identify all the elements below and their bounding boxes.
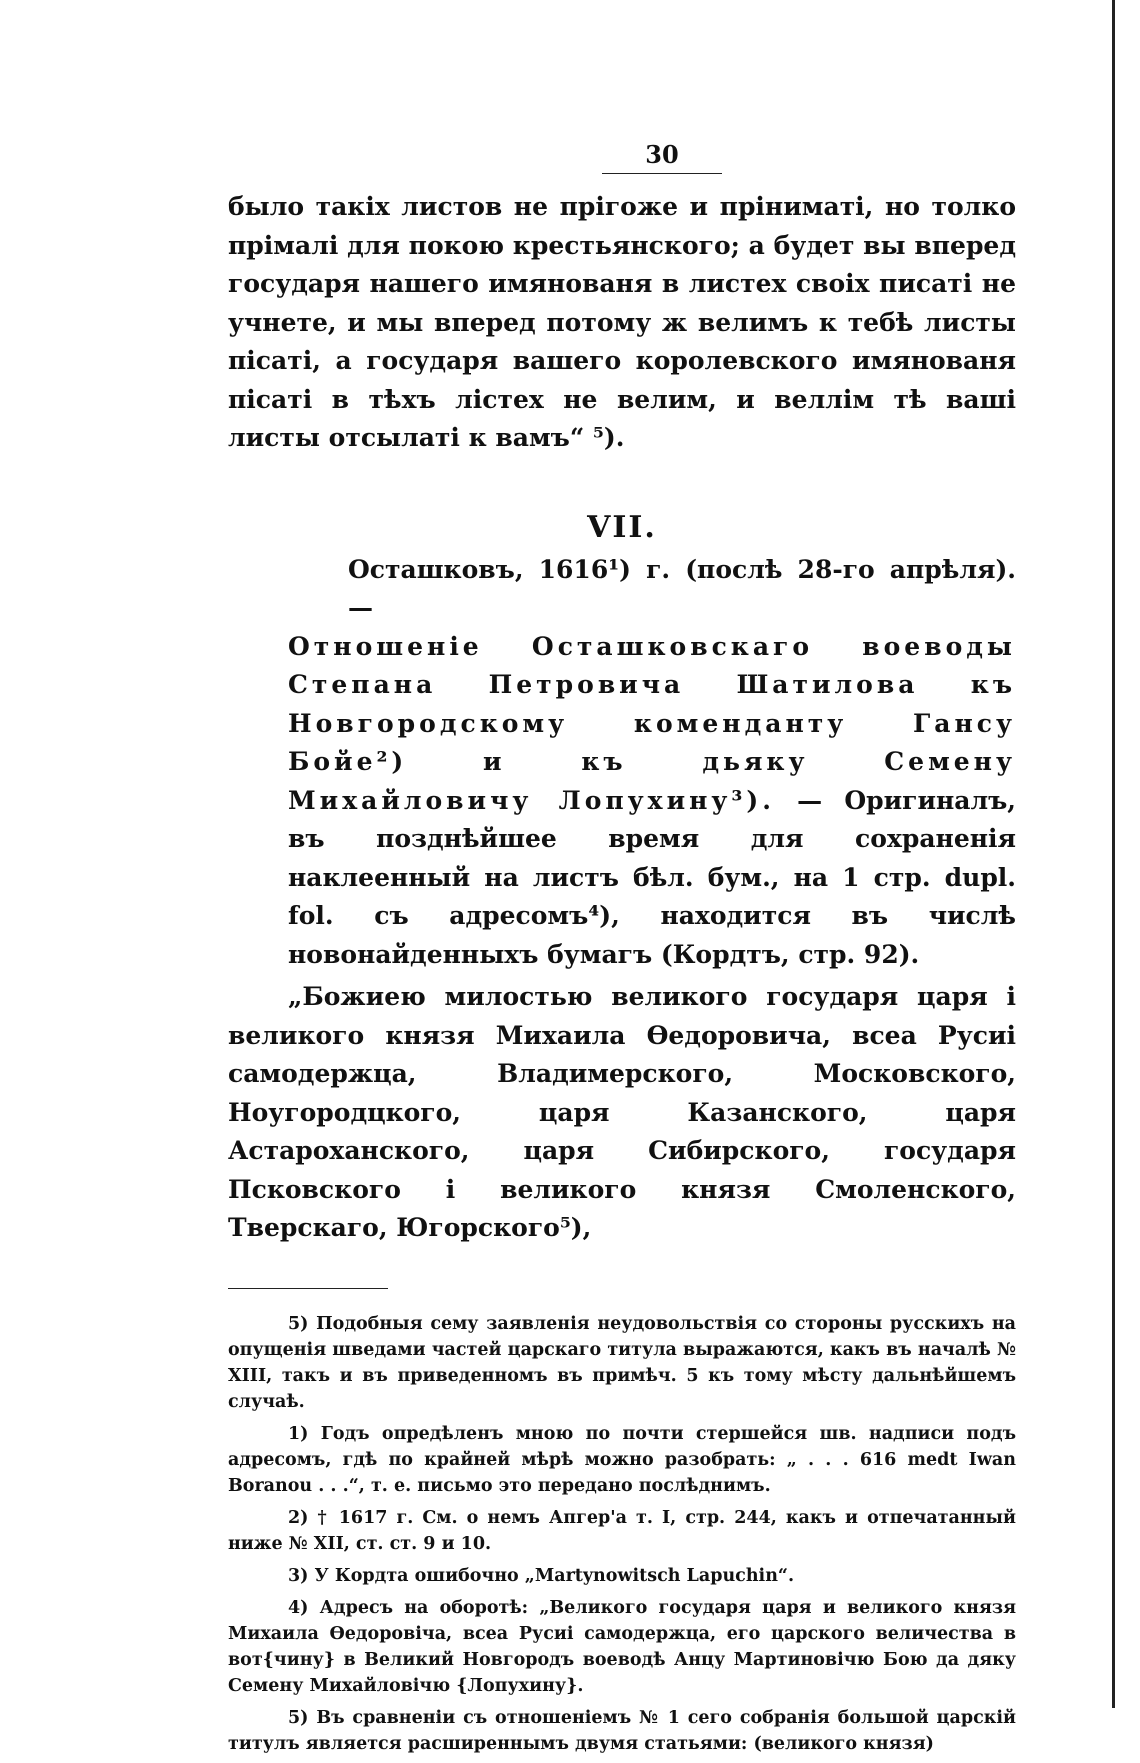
book-page [228,140,1016,1763]
heading-first-line: Осташковъ, 1616¹) г. (послѣ 28-го апрѣля). — [348,554,1016,622]
quote-paragraph: „Божиею милостью великого государя царя і великого князя Михаила Өедоровича, всеа Русиі самодержца, Владимерского, Московского, Ноугородцкого, царя Казанского, царя Астароханского, царя Сибирского, государя Псковского і великого князя Смоленского, Тверскаго, Югорского⁵), [228,982,1016,1242]
heading-body [228,628,1016,975]
section-number: VII. [587,509,657,545]
footnote-divider [228,1288,388,1289]
footnote: 4) Адресъ на оборотѣ: „Великого государя царя и великого князя Михаила Өедоровіча, всеа Русиі самодержца, его царского величества в вот{чину} в Великий Новгородъ воеводѣ Анцу Мартиновічю Бою да дяку Семену Михайловічю {Лопухину}. [228,1597,1016,1696]
footnote: 3) У Кордта ошибочно „Martynowitsch Lapuchin“. [288,1565,795,1586]
top-paragraph: было такіх листов не прігоже и пріниматі, но толко прімалі для покою крестьянского; а будет вы вперед государя нашего имянованя в листех своіх писаті не учнете, и мы вперед потому ж велимъ к тебѣ листы пісаті, а государя вашего королевского имянованя пісаті в тѣхъ лістех не велим, и веллім тѣ вашi листы отсылаті к вамъ“ ⁵). [228,192,1016,452]
footnote: 5) Подобныя сему заявленія неудовольствія со стороны русскихъ на опущенія шведами частей царскаго титула выражаются, какъ въ началѣ № XIII, такъ и въ приведенномъ въ примѣч. 5 къ тому мѣсту дальнѣйшемъ случаѣ. [228,1313,1016,1412]
heading-title-spaced: Отношеніе Осташковскаго воеводы Степана Петровича Шатилова къ Новгородскому коменданту Гансу Бойе²) и къ дьяку Семену Михайловичу Лопухину³). [288,631,1016,815]
heading-description: — Оригиналъ, въ позднѣйшее время для сохраненія наклеенный на листъ бѣл. бум., на 1 стр. dupl. fol. съ адресомъ⁴), находится въ числѣ новонайденныхъ бумагъ (Кордтъ, стр. 92). [288,785,1016,969]
footnote: 2) † 1617 г. См. о немъ Апгер'а т. I, стр. 244, какъ и отпечатанный ниже № XII, ст. ст. 9 и 10. [228,1507,1016,1554]
document-heading [228,551,1016,975]
footnotes [228,1311,1016,1757]
footnote: 1) Годъ опредѣленъ мною по почти стершейся шв. надписи подъ адресомъ, гдѣ по крайней мѣрѣ можно разобрать: „ . . . 616 medt Iwan Boranou . . .“, т. е. письмо это передано послѣднимъ. [228,1423,1016,1496]
page-number: 30 [602,140,722,174]
page-edge-line [1112,0,1115,1708]
footnote: 5) Въ сравненіи съ отношеніемъ № 1 сего собранія большой царскій титулъ является расширеннымъ двумя статьями: (великого князя) [228,1707,1016,1754]
